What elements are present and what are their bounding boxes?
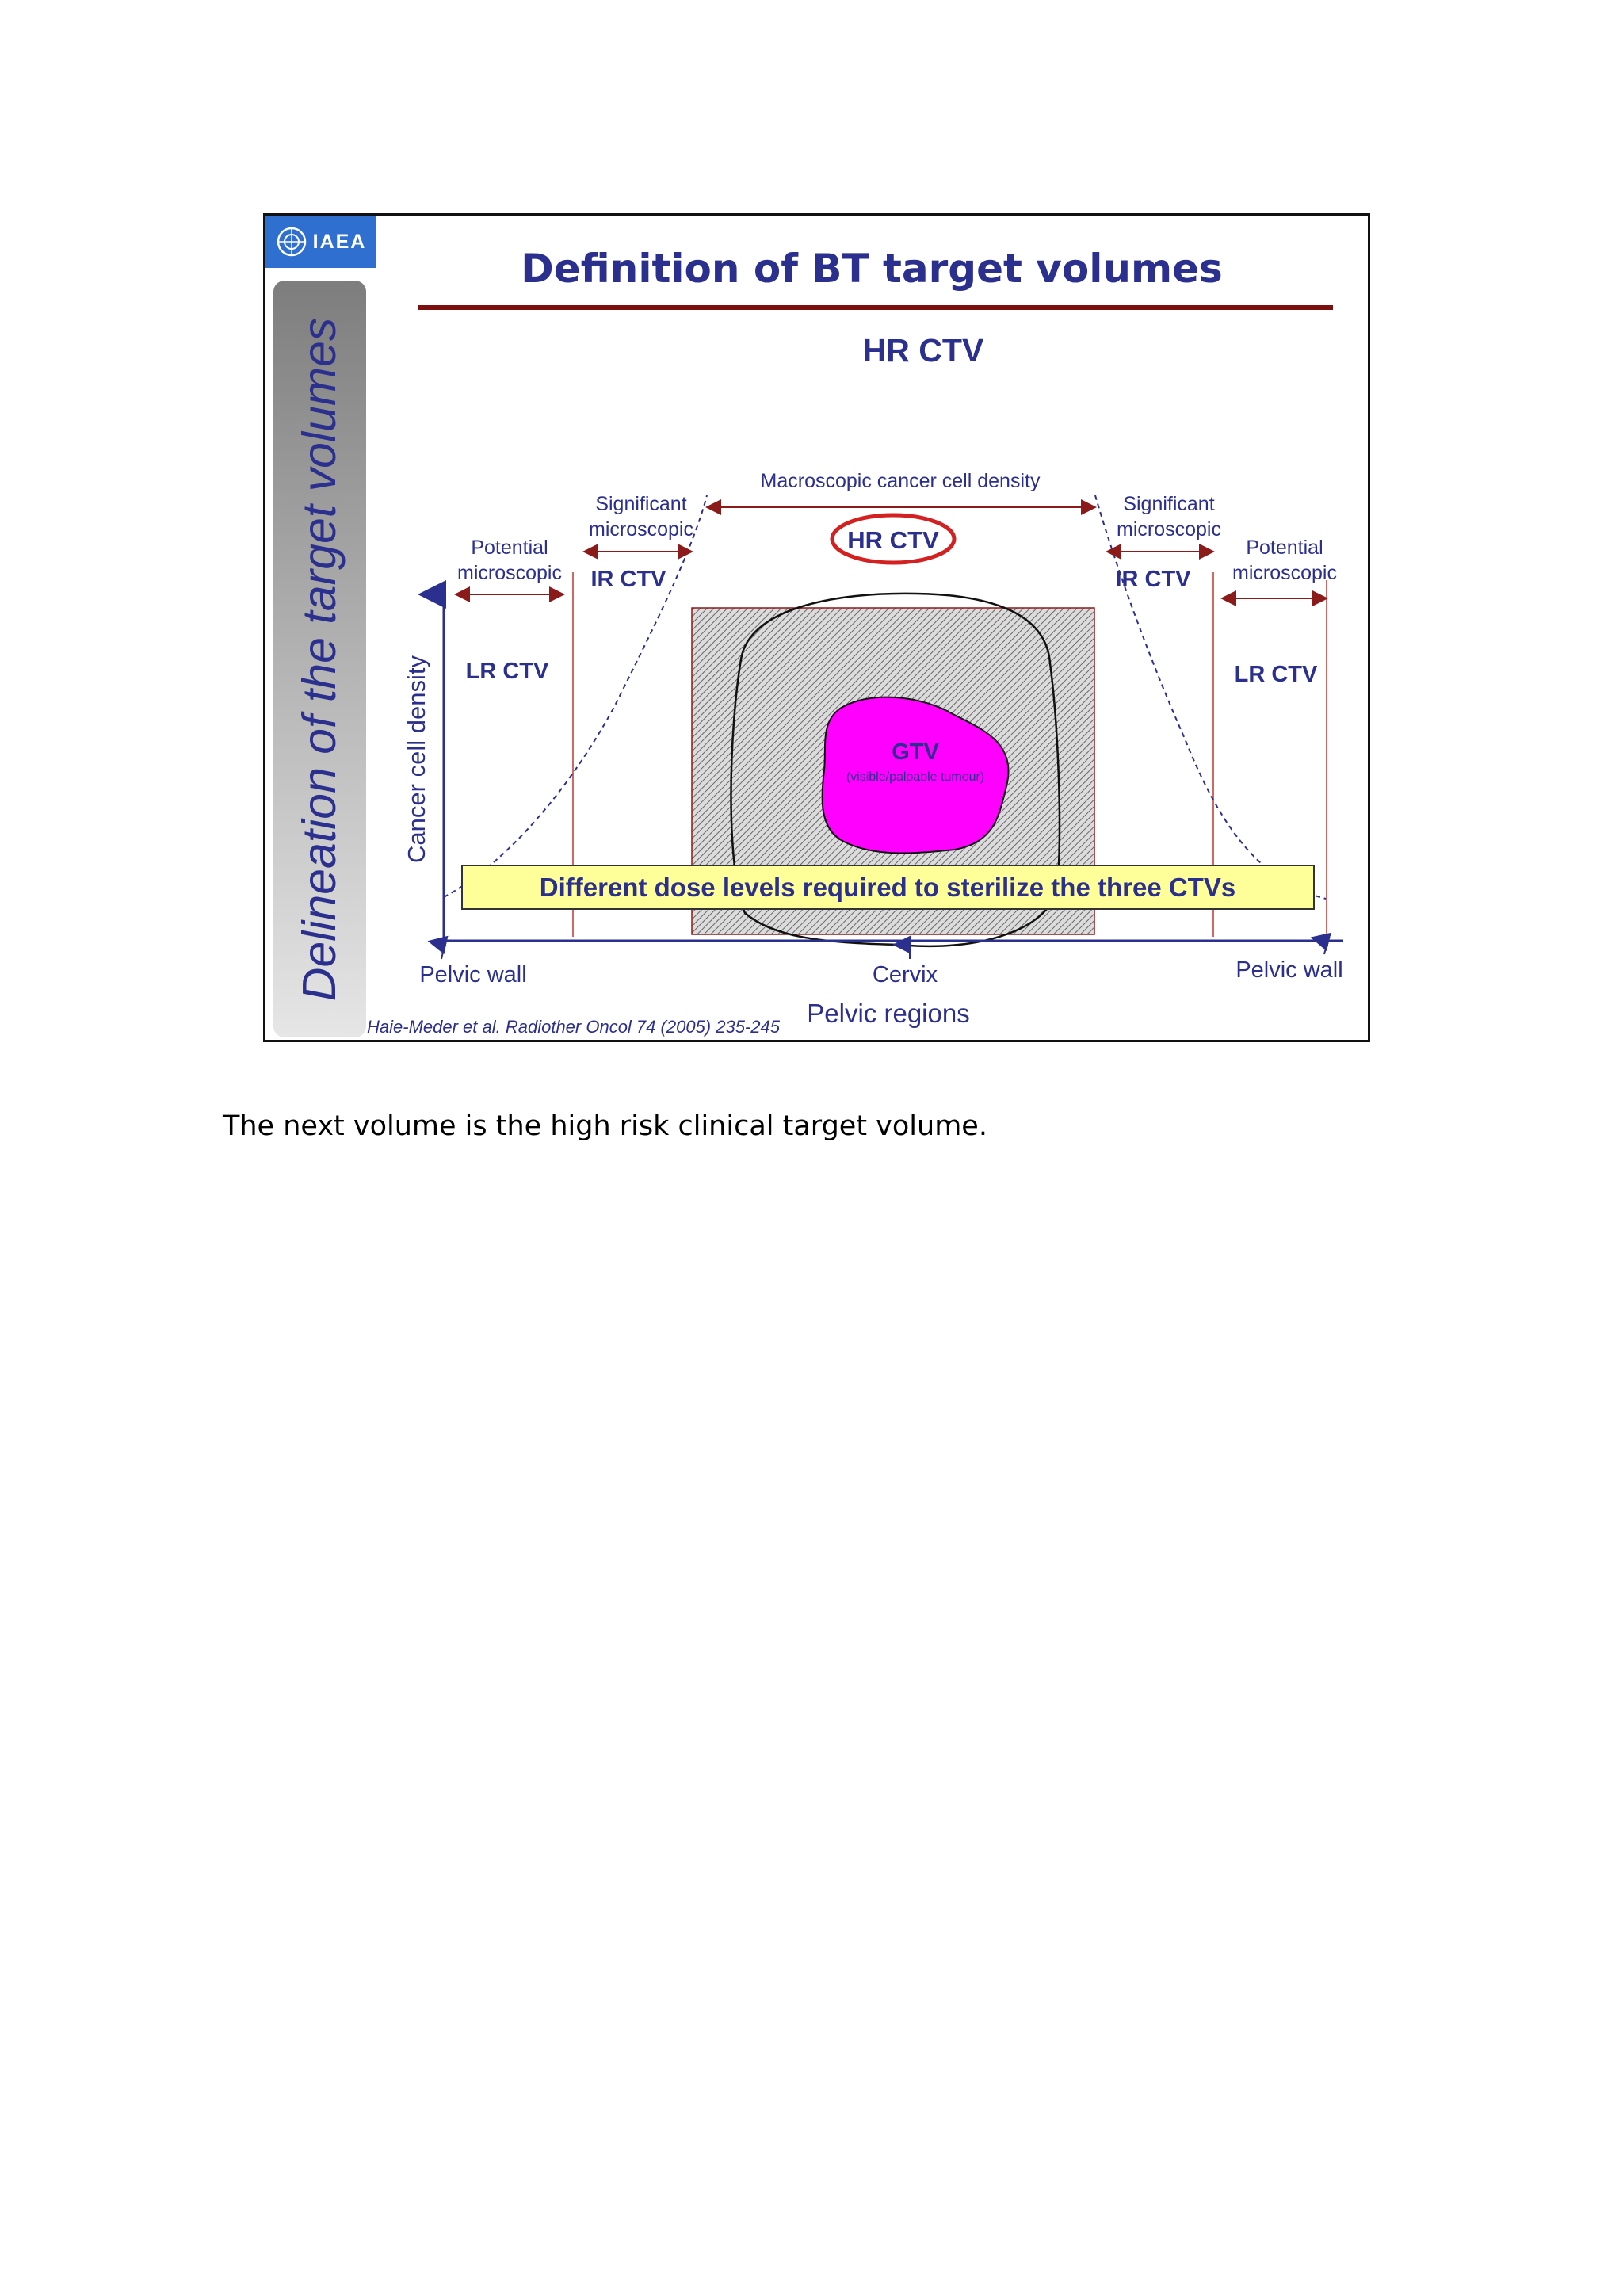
pelvic-wall-right-label: Pelvic wall [1235, 957, 1343, 983]
gtv-label: GTV [892, 739, 939, 765]
potential-right-line1: Potential [1246, 537, 1323, 559]
ir-ctv-right-label: IR CTV [1115, 567, 1191, 592]
significant-right-line1: Significant [1123, 493, 1215, 515]
pelvic-wall-right-arrow [1324, 942, 1327, 954]
dose-banner-text: Different dose levels required to sterilize the three CTVs [539, 873, 1236, 902]
pelvic-wall-left-label: Pelvic wall [419, 962, 527, 988]
lr-ctv-right-label: LR CTV [1234, 662, 1318, 687]
target-volume-diagram [265, 216, 1368, 1040]
ir-ctv-left-label: IR CTV [590, 567, 666, 592]
lr-ctv-left-label: LR CTV [465, 659, 549, 684]
slide-subtitle: HR CTV [862, 332, 984, 369]
cervix-label: Cervix [872, 962, 938, 988]
significant-right-line2: microscopic [1117, 518, 1221, 541]
caption-text: The next volume is the high risk clinical target volume. [223, 1110, 987, 1142]
potential-left-line2: microscopic [457, 562, 562, 584]
significant-left-line2: microscopic [589, 518, 693, 541]
significant-left-line1: Significant [595, 493, 687, 515]
gtv-sublabel: (visible/palpable tumour) [846, 770, 985, 784]
x-axis-label: Pelvic regions [807, 999, 970, 1028]
sidebar-title: Delineation of the target volumes [293, 317, 346, 1002]
pelvic-wall-left-arrow [441, 945, 445, 959]
y-axis-label: Cancer cell density [403, 655, 430, 863]
citation: Haie-Meder et al. Radiother Oncol 74 (2005) 235-245 [367, 1017, 780, 1037]
slide-title: Definition of BT target volumes [521, 246, 1223, 292]
logo-text: IAEA [312, 230, 367, 253]
slide [263, 213, 1370, 1042]
potential-left-line1: Potential [471, 537, 548, 559]
hr-ctv-ellipse-label: HR CTV [847, 526, 939, 554]
macroscopic-label: Macroscopic cancer cell density [760, 470, 1041, 492]
potential-right-line2: microscopic [1232, 562, 1337, 584]
